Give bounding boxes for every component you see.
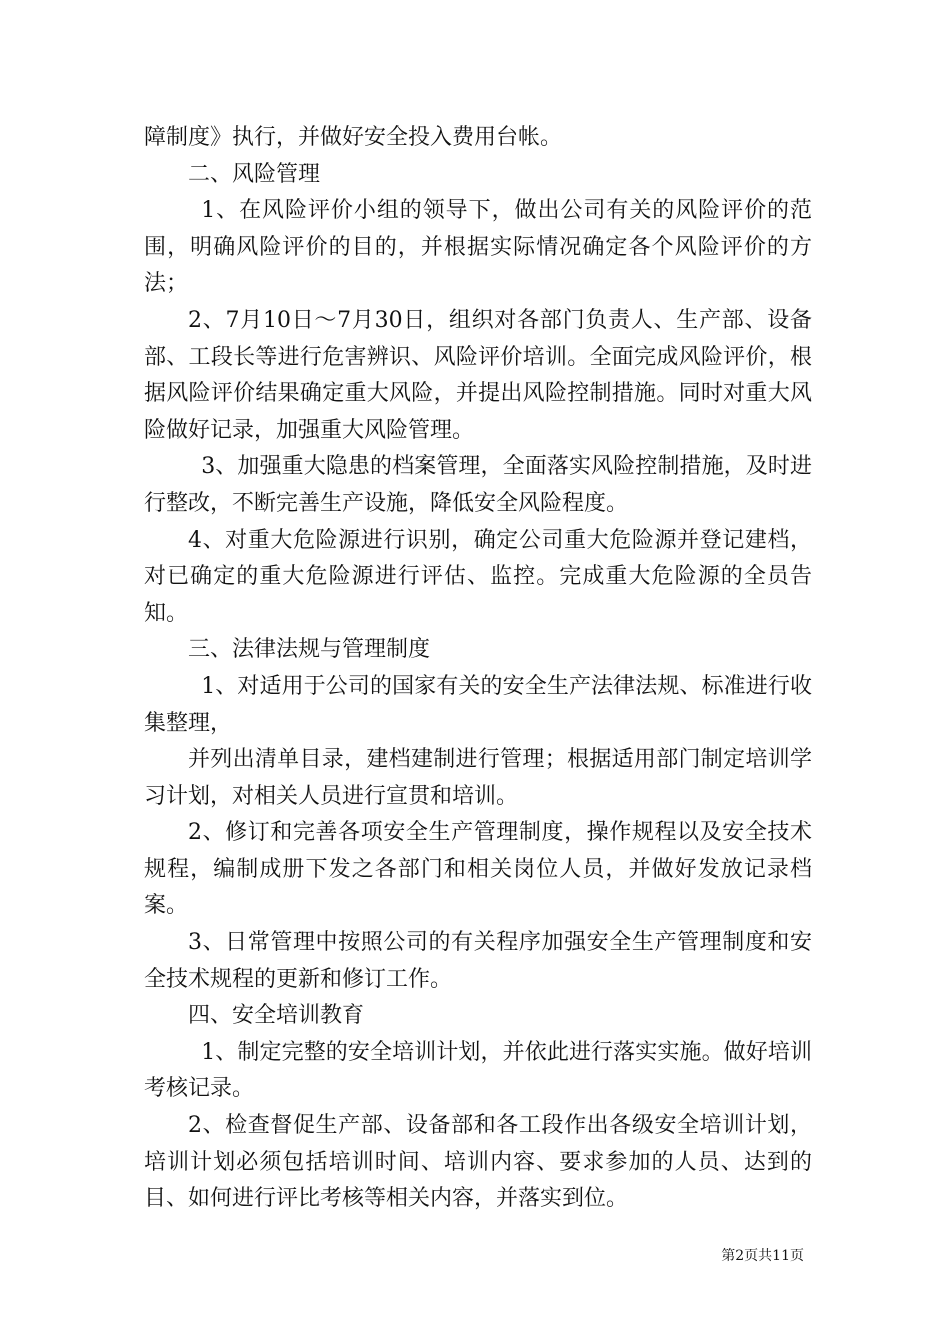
section-heading-risk-management: 二、风险管理 [188, 161, 321, 187]
paragraph-laws-1-continued: 并列出清单目录，建档建制进行管理；根据适用部门制定培训学习计划，对相关人员进行宣贯和培训。 [144, 747, 812, 809]
paragraph-risk-2: 2、7月10日～7月30日，组织对各部门负责人、生产部、设备部、工段长等进行危害辨识、风险评价培训。全面完成风险评价，根据风险评价结果确定重大风险，并提出风险控制措施。同时对重大风险做好记录，加强重大风险管理。 [144, 307, 812, 443]
paragraph-risk-3: 3、加强重大隐患的档案管理，全面落实风险控制措施，及时进行整改，不断完善生产设施，降低安全风险程度。 [144, 454, 812, 516]
paragraph-laws-2: 2、修订和完善各项安全生产管理制度，操作规程以及安全技术规程，编制成册下发之各部门和相关岗位人员，并做好发放记录档案。 [144, 820, 812, 919]
paragraph-laws-3: 3、日常管理中按照公司的有关程序加强安全生产管理制度和安全技术规程的更新和修订工作。 [144, 930, 812, 992]
paragraph-continuation: 障制度》执行，并做好安全投入费用台帐。 [144, 125, 563, 150]
section-heading-safety-training: 四、安全培训教育 [188, 1003, 365, 1029]
document-body [144, 120, 812, 1218]
paragraph-training-2: 2、检查督促生产部、设备部和各工段作出各级安全培训计划，培训计划必须包括培训时间、培训内容、要求参加的人员、达到的目、如何进行评比考核等相关内容，并落实到位。 [144, 1113, 812, 1212]
paragraph-risk-1: 1、在风险评价小组的领导下，做出公司有关的风险评价的范围，明确风险评价的目的，并根据实际情况确定各个风险评价的方法； [144, 198, 812, 297]
paragraph-laws-1: 1、对适用于公司的国家有关的安全生产法律法规、标准进行收集整理， [144, 673, 812, 736]
section-heading-laws-regulations: 三、法律法规与管理制度 [188, 637, 431, 663]
page-number: 第2页共11页 [721, 1248, 804, 1264]
paragraph-risk-4: 4、对重大危险源进行识别，确定公司重大危险源并登记建档，对已确定的重大危险源进行评估、监控。完成重大危险源的全员告知。 [144, 527, 812, 626]
paragraph-training-1: 1、制定完整的安全培训计划，并依此进行落实实施。做好培训考核记录。 [144, 1039, 812, 1102]
